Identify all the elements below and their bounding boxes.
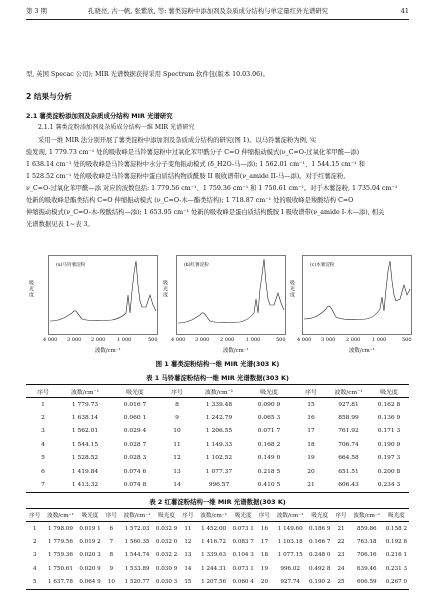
- table-cell: 5: [41, 455, 45, 462]
- table-cell: 0.073 1: [232, 565, 254, 572]
- paragraph-line: 1 638.14 cm⁻¹ 处的吸收峰是马铃薯淀粉中水分子变角振动模式 (δ_H2O-马—添); 1 562.01 cm⁻¹、1 544.15 cm⁻¹ 和: [26, 161, 365, 168]
- x-tick: 2 000: [220, 337, 235, 343]
- table-cell: 1 638.14: [71, 415, 99, 422]
- table-cell: 7: [26, 478, 60, 492]
- table-cell: 1 520.77: [120, 576, 154, 590]
- table-cell: 1 339.63: [201, 552, 227, 559]
- table-cell: 0.083 7: [232, 539, 254, 546]
- spectrum-panel-a: [48, 255, 158, 335]
- table-cell: 20: [307, 468, 315, 475]
- table-cell: 664.58: [338, 455, 359, 462]
- table-cell: 4: [41, 441, 45, 448]
- table-row: [26, 411, 409, 424]
- table-cell: 1 244.31: [201, 565, 227, 572]
- table-cell: 0.032 0: [155, 539, 178, 546]
- table-cell: 0.074 8: [110, 478, 160, 492]
- table-cell: 0.267 0: [384, 576, 409, 590]
- table-cell: 859.86: [356, 525, 377, 532]
- table-cell: 21: [294, 478, 328, 492]
- table-cell: 13: [184, 552, 192, 559]
- x-axis-label-b: 波数/cm⁻¹: [223, 348, 249, 354]
- column-header: 吸光度: [369, 385, 409, 398]
- column-header: 序号: [26, 385, 60, 398]
- table-cell: 0.016 7: [123, 401, 147, 408]
- table-cell: 0.028 3: [123, 455, 147, 462]
- x-tick: 1 000: [372, 337, 387, 343]
- section-heading-2-1-1: 2.1.1 薯类淀粉添加剂及杂质成分结构一维 MIR 光谱研究: [38, 124, 195, 131]
- table-cell: 0.028 7: [123, 441, 147, 448]
- table-cell: 0.192 8: [385, 539, 408, 546]
- table-row: [26, 398, 409, 412]
- spectrum-panel-b: [176, 255, 286, 335]
- table-cell: 0.149 0: [257, 455, 281, 462]
- paragraph-line: 光谱数据见表 1~表 3。: [26, 221, 94, 228]
- running-header: [26, 5, 409, 17]
- running-title: 孔晓亮, 古一帆, 张紫欣, 等: 薯类淀粉中添加剂及杂质成分结构与单定量红外光谱研究: [88, 7, 329, 15]
- table-cell: 0.216 1: [385, 552, 408, 559]
- table-cell: 0.071 7: [257, 428, 281, 435]
- column-header: 吸光度: [231, 509, 256, 522]
- table-row: [26, 562, 409, 575]
- table-cell: 0.104 3: [232, 552, 254, 559]
- table-cell: 1 779.73: [71, 401, 99, 408]
- table-cell: 1 750.61: [48, 565, 73, 572]
- table-cell: 18: [307, 441, 315, 448]
- column-header: 吸光度: [307, 509, 332, 522]
- table-cell: 1 637.78: [44, 576, 78, 590]
- table-cell: 0.060 4: [231, 576, 256, 590]
- table-cell: 639.46: [356, 565, 377, 572]
- table-cell: 1 560.35: [124, 539, 150, 546]
- table-cell: 15: [307, 401, 315, 408]
- table-cell: 0.019 2: [79, 539, 101, 546]
- column-header: 波数/cm⁻¹: [120, 509, 154, 522]
- paragraph-line: 处新的吸收峰是酯类结构 C=O 伸缩振动模式 (ν_C=O-木—酯类结构); 1 718.87 cm⁻¹ 处的吸收峰是羧酸结构 C=O: [26, 197, 354, 204]
- table-cell: 706.16: [356, 552, 377, 559]
- table-cell: 23: [337, 552, 345, 559]
- intro-line: 型, 英国 Specac 公司); MIR 光谱数据获得采用 Spectrum 软件包(版本 10.03.06)。: [26, 71, 269, 78]
- x-tick: 1 000: [246, 337, 261, 343]
- table-cell: 13: [173, 468, 181, 475]
- table-cell: 1 544.15: [71, 441, 99, 448]
- x-tick: 3 000: [321, 337, 336, 343]
- table-cell: 15: [179, 576, 197, 590]
- table-cell: 0.197 3: [377, 455, 401, 462]
- table-cell: 14: [184, 565, 192, 572]
- table-row: [26, 425, 409, 438]
- table-cell: 0.171 3: [377, 428, 401, 435]
- table-cell: 1 562.01: [71, 428, 99, 435]
- table-cell: 1 779.56: [48, 539, 73, 546]
- table-cell: 0.032 2: [155, 552, 178, 559]
- y-axis-label-b: 吸光度: [162, 280, 168, 298]
- table-cell: 19: [260, 565, 269, 572]
- paragraph-line: 采用一维 MIR 法分别开展了薯类淀粉中添加剂及杂质成分结构的研究(图 1)。以马铃薯淀粉为例, 实: [38, 137, 317, 144]
- table-cell: 1: [32, 525, 37, 532]
- table-1: [26, 384, 409, 493]
- table-cell: 0.218 5: [257, 468, 281, 475]
- table-cell: 0.248 0: [309, 552, 331, 559]
- table-cell: 1 533.89: [124, 565, 150, 572]
- table-cell: 22: [337, 539, 345, 546]
- panel-label-b: (b)红薯淀粉: [184, 263, 209, 268]
- column-header: 波数/cm⁻¹: [350, 509, 384, 522]
- table-cell: 706.74: [338, 441, 359, 448]
- table-header-row: [26, 509, 409, 522]
- x-tick: 500: [148, 337, 158, 343]
- table-header-row: [26, 385, 409, 398]
- table-cell: 0.065 3: [257, 415, 281, 422]
- table-cell: 0.074 6: [123, 468, 147, 475]
- table-cell: 0.060 1: [123, 415, 147, 422]
- x-tick: 2 000: [346, 337, 361, 343]
- table-cell: 1 242.79: [205, 415, 233, 422]
- table-cell: 1 798.09: [48, 525, 73, 532]
- column-header: 序号: [103, 509, 121, 522]
- table-cell: 0.166 7: [309, 539, 331, 546]
- column-header: 波数/cm⁻¹: [44, 509, 78, 522]
- page-number: 41: [400, 7, 409, 15]
- table-row: [26, 576, 409, 590]
- table-cell: 0.020 3: [79, 552, 101, 559]
- x-axis-label-a: 波数/cm⁻¹: [95, 348, 121, 354]
- table-cell: 21: [337, 525, 345, 532]
- table-cell: 9: [175, 415, 179, 422]
- column-header: 吸光度: [110, 385, 160, 398]
- table-cell: 11: [173, 441, 181, 448]
- table-cell: 0.234 3: [369, 478, 409, 492]
- table-cell: 10: [103, 576, 121, 590]
- column-header: 波数/cm⁻¹: [197, 509, 231, 522]
- table-1-body: [26, 398, 409, 493]
- x-tick: 500: [276, 337, 286, 343]
- x-tick: 500: [402, 337, 412, 343]
- y-axis-label-c: 吸光度: [289, 280, 295, 298]
- table-cell: 0.492 8: [309, 565, 331, 572]
- figure-caption: 图 1 薯类淀粉结构一维 MIR 光谱(303 K): [155, 360, 280, 368]
- table-cell: 3: [32, 552, 37, 559]
- table-cell: 9: [109, 565, 114, 572]
- table-cell: 1 102.52: [205, 455, 233, 462]
- table-cell: 0.186 9: [309, 525, 331, 532]
- table-cell: 14: [160, 478, 194, 492]
- table-cell: 1 572.03: [124, 525, 150, 532]
- table-cell: 996.02: [280, 565, 300, 572]
- table-cell: 651.51: [338, 468, 359, 475]
- column-header: 序号: [294, 385, 328, 398]
- table-cell: 1 207.56: [197, 576, 231, 590]
- table-cell: 10: [173, 428, 181, 435]
- x-tick: 4 000: [43, 337, 58, 343]
- table-cell: 3: [41, 428, 45, 435]
- table-cell: 0.162 8: [377, 401, 401, 408]
- issue-number: 第 3 期: [26, 7, 47, 15]
- x-tick: 3 000: [195, 337, 210, 343]
- table-cell: 0.030 3: [154, 576, 179, 590]
- table-cell: 1 419.84: [71, 468, 99, 475]
- table-cell: 0.168 2: [257, 441, 281, 448]
- table-cell: 17: [260, 539, 269, 546]
- table-cell: 20: [256, 576, 274, 590]
- table-cell: 1 528.52: [71, 455, 99, 462]
- table-cell: 16: [307, 415, 315, 422]
- column-header: 吸光度: [154, 509, 179, 522]
- table-row: [26, 438, 409, 451]
- column-header: 序号: [332, 509, 350, 522]
- table-1-caption: 表 1 马铃薯淀粉结构一维 MIR 光谱数据(303 K): [146, 374, 289, 382]
- table-row: [26, 522, 409, 536]
- table-cell: 1 416.72: [201, 539, 227, 546]
- table-cell: 0.019 1: [79, 525, 101, 532]
- column-header: 波数/cm⁻¹: [60, 385, 110, 398]
- paragraph-line: ν_C=O-过氧化苯甲酰—添 对应的波数包括: 1 779.56 cm⁻¹、1 759.36 cm⁻¹ 和 1 750.61 cm⁻¹。对于木薯淀粉, 1 735.04 cm⁻¹: [26, 185, 398, 192]
- table-cell: 1 077.15: [277, 552, 303, 559]
- table-2-body: [26, 522, 409, 590]
- y-axis-label-a: 吸光度: [28, 280, 34, 298]
- panel-label-c: (c)木薯淀粉: [310, 263, 335, 268]
- table-row: [26, 465, 409, 478]
- section-heading-2-1: 2.1 薯类淀粉添加剂及杂质成分结构 MIR 光谱研究: [26, 112, 173, 120]
- x-tick: 2 000: [91, 337, 106, 343]
- table-cell: 0.032 9: [155, 525, 178, 532]
- spectrum-panel-c: [302, 255, 412, 335]
- x-tick: 4 000: [171, 337, 186, 343]
- table-cell: 4: [32, 565, 37, 572]
- table-cell: 24: [337, 565, 345, 572]
- table-cell: 0.136 9: [377, 415, 401, 422]
- table-cell: 927.74: [273, 576, 307, 590]
- table-cell: 0.020 9: [79, 565, 101, 572]
- table-cell: 16: [260, 525, 269, 532]
- table-cell: 0.158 2: [385, 525, 408, 532]
- table-row: [26, 452, 409, 465]
- table-2-caption: 表 2 红薯淀粉结构一维 MIR 光谱数据(303 K): [149, 498, 286, 506]
- table-cell: 927.81: [338, 401, 359, 408]
- table-cell: 19: [307, 455, 315, 462]
- column-header: 序号: [179, 509, 197, 522]
- x-tick: 3 000: [67, 337, 82, 343]
- x-axis-label-c: 波数/cm⁻¹: [349, 348, 375, 354]
- column-header: 波数/cm⁻¹: [328, 385, 369, 398]
- table-cell: 1 206.55: [205, 428, 233, 435]
- x-tick: 1 000: [117, 337, 132, 343]
- table-cell: 1 413.32: [60, 478, 110, 492]
- table-cell: 0.231 3: [385, 565, 408, 572]
- table-cell: 0.064 9: [77, 576, 102, 590]
- table-cell: 12: [184, 539, 192, 546]
- table-cell: 1 759.36: [48, 552, 73, 559]
- table-cell: 858.99: [338, 415, 359, 422]
- column-header: 序号: [160, 385, 194, 398]
- column-header: 波数/cm⁻¹: [194, 385, 244, 398]
- table-cell: 5: [26, 576, 44, 590]
- table-cell: 8: [109, 552, 114, 559]
- table-cell: 0.073 1: [232, 525, 254, 532]
- column-header: 吸光度: [77, 509, 102, 522]
- table-cell: 996.57: [194, 478, 244, 492]
- column-header: 波数/cm⁻¹: [273, 509, 307, 522]
- table-row: [26, 535, 409, 548]
- table-cell: 1 149.60: [277, 525, 303, 532]
- table-row: [26, 478, 409, 492]
- column-header: 吸光度: [384, 509, 409, 522]
- paragraph-line: 1 528.52 cm⁻¹ 处的吸收峰是马铃薯淀粉中蛋白质结构物质酰胺 II 吸收谱带(ν_amide II-马—添)。对于红薯淀粉,: [26, 173, 346, 180]
- section-heading-2: 2 结果与分析: [26, 92, 72, 101]
- table-cell: 1 452.00: [201, 525, 227, 532]
- table-cell: 0.030 9: [155, 565, 178, 572]
- x-tick: 4 000: [297, 337, 312, 343]
- table-cell: 606.59: [350, 576, 384, 590]
- table-cell: 1 103.18: [277, 539, 303, 546]
- table-cell: 6: [41, 468, 45, 475]
- table-cell: 761.92: [338, 428, 359, 435]
- table-cell: 2: [32, 539, 37, 546]
- table-cell: 11: [184, 525, 192, 532]
- table-cell: 17: [307, 428, 315, 435]
- table-cell: 0.190 9: [377, 441, 401, 448]
- table-cell: 606.43: [328, 478, 369, 492]
- column-header: 吸光度: [244, 385, 294, 398]
- table-cell: 6: [109, 525, 114, 532]
- table-cell: 0.090 9: [257, 401, 281, 408]
- column-header: 序号: [26, 509, 44, 522]
- paragraph-line: 验发现, 1 779.73 cm⁻¹ 处的吸收峰是马铃薯淀粉中过氧化苯甲酰分子 C=O 伸缩振动模式(ν_C=O-过氧化苯甲酰—添): [26, 149, 360, 156]
- table-cell: 1 544.74: [124, 552, 150, 559]
- table-cell: 18: [260, 552, 269, 559]
- table-cell: 2: [41, 415, 45, 422]
- table-cell: 25: [332, 576, 350, 590]
- table-cell: 0.190 2: [307, 576, 332, 590]
- header-rule: [26, 19, 409, 20]
- table-cell: 763.18: [356, 539, 377, 546]
- table-cell: 12: [173, 455, 181, 462]
- table-cell: 1: [41, 401, 45, 408]
- table-cell: 0.029 4: [123, 428, 147, 435]
- table-cell: 1 339.48: [205, 401, 233, 408]
- paragraph-line: 伸缩振动模式(ν_C=O-木-羧酸结构—添); 1 653.95 cm⁻¹ 处新的吸收峰是蛋白质结构酰胺 I 吸收谱带(ν_amide I-木—添), 相关: [26, 209, 385, 216]
- table-cell: 1 077.37: [205, 468, 233, 475]
- column-header: 序号: [256, 509, 274, 522]
- table-cell: 0.410 5: [244, 478, 294, 492]
- table-cell: 7: [109, 539, 114, 546]
- table-row: [26, 549, 409, 562]
- table-cell: 8: [175, 401, 179, 408]
- panel-label-a: (a)马铃薯淀粉: [56, 263, 86, 268]
- table-cell: 0.200 8: [377, 468, 401, 475]
- table-2: [26, 508, 409, 590]
- table-cell: 1 149.33: [205, 441, 233, 448]
